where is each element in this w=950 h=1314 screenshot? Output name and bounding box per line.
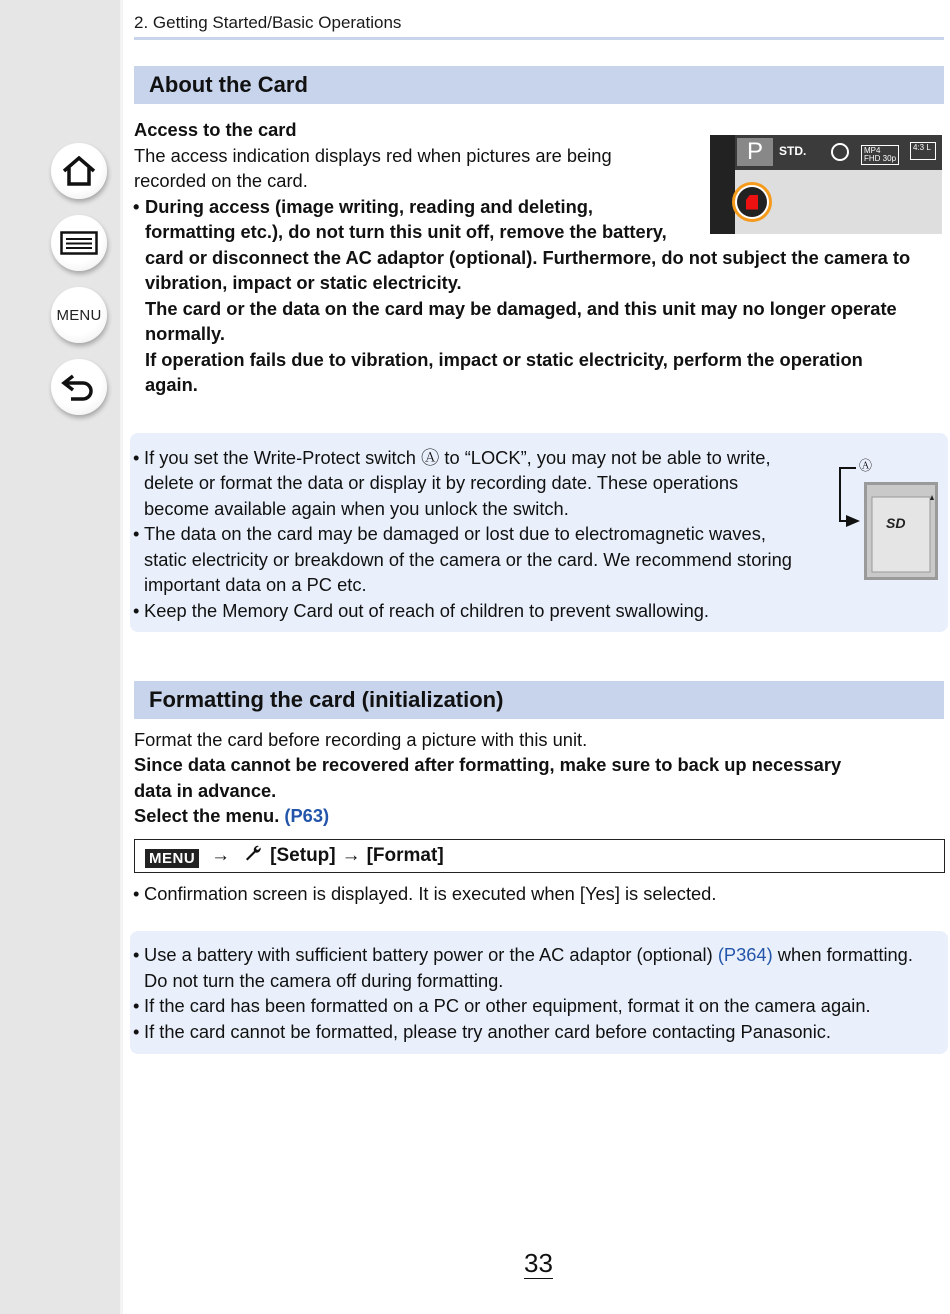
warning-line: normally. bbox=[145, 323, 225, 344]
note-line: become available again when you unlock the switch. bbox=[144, 498, 569, 519]
format-intro: Format the card before recording a picture with this unit. bbox=[134, 729, 588, 750]
page-ref-link[interactable]: (P63) bbox=[284, 805, 330, 826]
warning-line: vibration, impact or static electricity. bbox=[145, 272, 462, 293]
note-item: • If you set the Write-Protect switch Ⓐ to “LOCK”, you may not be able to write, bbox=[133, 447, 771, 468]
menu-badge: MENU bbox=[145, 849, 199, 868]
page-number: 33 bbox=[524, 1248, 553, 1278]
section-title: Formatting the card (initialization) bbox=[149, 687, 504, 712]
back-button[interactable] bbox=[51, 359, 107, 415]
format-menu-label: [Format] bbox=[366, 845, 444, 866]
note-line: static electricity or breakdown of the camera or the card. We recommend storing bbox=[144, 549, 792, 570]
section-header-formatting bbox=[134, 681, 944, 719]
format-warning: data in advance. bbox=[134, 780, 277, 801]
warning-line: The card or the data on the card may be damaged, and this unit may no longer operate bbox=[145, 298, 897, 319]
flash-off-icon bbox=[831, 143, 849, 161]
menu-path-box bbox=[134, 839, 945, 873]
note-item: • Keep the Memory Card out of reach of children to prevent swallowing. bbox=[133, 600, 709, 621]
arrow-icon: → bbox=[211, 845, 231, 866]
photo-style-indicator: STD. bbox=[779, 144, 807, 158]
format-warning: Since data cannot be recovered after formatting, make sure to back up necessary bbox=[134, 754, 842, 775]
warning-line: If operation fails due to vibration, impact or static electricity, perform the operation bbox=[145, 349, 863, 370]
section-header-about-card bbox=[134, 66, 944, 104]
breadcrumb: 2. Getting Started/Basic Operations bbox=[134, 13, 402, 32]
setup-menu-label: [Setup] bbox=[270, 845, 336, 866]
card-access-icon bbox=[746, 195, 758, 210]
confirm-note: • Confirmation screen is displayed. It is executed when [Yes] is selected. bbox=[133, 883, 717, 904]
intro-line: recorded on the card. bbox=[134, 170, 308, 191]
header-rule bbox=[134, 37, 944, 40]
warning-line: again. bbox=[145, 374, 198, 395]
warning-line: formatting etc.), do not turn this unit off, remove the battery, bbox=[145, 221, 667, 242]
warning-line: • During access (image writing, reading and deleting, bbox=[145, 194, 593, 220]
menu-list-button[interactable] bbox=[51, 287, 107, 343]
note-line: Do not turn the camera off during formatting. bbox=[144, 970, 504, 991]
select-menu-instruction: Select the menu. (P63) bbox=[134, 805, 330, 826]
lcd-status-bar bbox=[735, 135, 942, 170]
home-icon bbox=[62, 156, 96, 186]
arrow-icon: → bbox=[341, 845, 361, 866]
sidebar bbox=[0, 0, 120, 1314]
note-item: • The data on the card may be damaged or lost due to electromagnetic waves, bbox=[133, 523, 766, 544]
section-title: About the Card bbox=[149, 72, 308, 97]
note-item: • If the card has been formatted on a PC or other equipment, format it on the camera again. bbox=[133, 995, 871, 1016]
note-line: important data on a PC etc. bbox=[144, 574, 367, 595]
aspect-ratio-indicator: 4:3 L bbox=[910, 142, 936, 160]
camera-screen-illustration bbox=[710, 135, 942, 234]
note-item: • If the card cannot be formatted, please try another card before contacting Panasonic. bbox=[133, 1021, 831, 1042]
callout-a: Ⓐ bbox=[859, 458, 873, 473]
card-access-indicator bbox=[732, 182, 772, 222]
warning-line: card or disconnect the AC adaptor (optional). Furthermore, do not subject the camera to bbox=[145, 247, 911, 268]
menu-label: MENU bbox=[56, 306, 102, 324]
note-item: • Use a battery with sufficient battery power or the AC adaptor (optional) (P364) when formatting. bbox=[133, 944, 913, 965]
recording-format-indicator: MP4 FHD 30p bbox=[861, 145, 899, 165]
sidebar-edge bbox=[120, 0, 123, 1314]
note-line: delete or format the data or display it by recording date. These operations bbox=[144, 472, 739, 493]
mode-indicator: P bbox=[737, 138, 773, 166]
sd-logo: SD bbox=[886, 515, 906, 531]
back-arrow-icon bbox=[61, 372, 97, 402]
sd-card-illustration bbox=[830, 455, 940, 585]
toc-list-icon bbox=[60, 231, 98, 255]
wrench-icon bbox=[244, 844, 262, 868]
home-button[interactable] bbox=[51, 143, 107, 199]
intro-line: The access indication displays red when pictures are being bbox=[134, 145, 612, 166]
page-ref-link[interactable]: (P364) bbox=[717, 944, 773, 965]
subheading-access: Access to the card bbox=[134, 119, 297, 140]
table-of-contents-button[interactable] bbox=[51, 215, 107, 271]
bullet: • bbox=[133, 196, 140, 217]
